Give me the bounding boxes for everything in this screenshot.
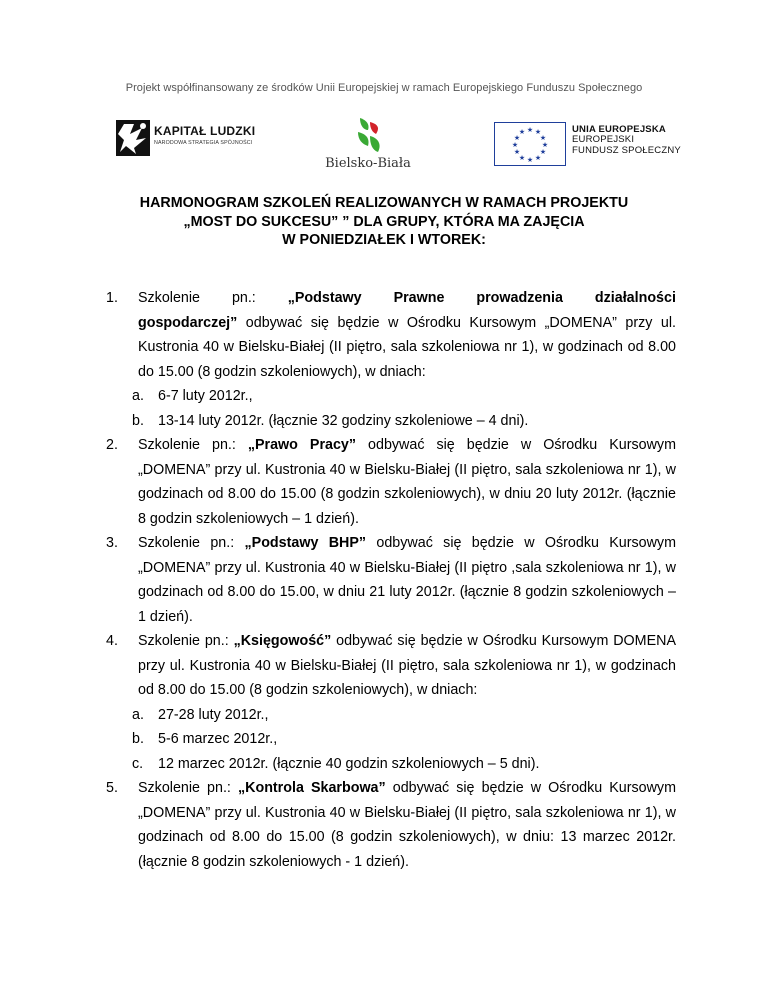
item-prefix: Szkolenie pn.: [138,780,238,796]
title-line-3: W PONIEDZIAŁEK I WTOREK: [282,232,486,248]
kapital-ludzki-title: KAPITAŁ LUDZKI [154,124,256,138]
kapital-ludzki-subtitle: NARODOWA STRATEGIA SPÓJNOŚCI [154,140,253,146]
eu-title: UNIA EUROPEJSKA [572,124,666,135]
date-text: 12 marzec 2012r. (łącznie 40 godzin szkoleniowych – 5 dni). [158,755,540,772]
document-title [80,194,688,250]
svg-text:★: ★ [539,148,547,156]
training-name: „Prawo Pracy” [247,437,357,453]
list-item [106,433,676,531]
svg-text:★: ★ [526,126,534,134]
date-letter: c. [132,755,144,772]
svg-text:★: ★ [513,148,521,156]
item-description: odbywać się będzie w Ośrodku Kursowym DOMENA przy ul. Kustronia 40 w Bielsku-Białej (II piętro, sala szkoleniowa nr 1), w godzinach od 8.00 do 15.00 (8 godzin szkoleniowych), w dniach: [138,633,676,698]
eu-logo [494,122,694,166]
kapital-ludzki-emblem-icon [116,118,152,158]
svg-text:★: ★ [518,128,526,136]
training-list [106,286,676,874]
date-letter: a. [132,388,144,404]
item-number: 2. [106,437,118,453]
svg-text:★: ★ [539,134,547,142]
item-word: „Podstawy [287,290,362,306]
bielsko-biala-logo [318,116,418,176]
kapital-ludzki-logo [116,118,276,162]
training-name: „Kontrola Skarbowa” [237,780,386,796]
item-word: działalności [594,290,676,306]
cofinancing-note: Projekt współfinansowany ze środków Unii Europejskiej w ramach Europejskiego Funduszu Społecznego [125,82,643,94]
date-item [106,727,676,752]
svg-text:★: ★ [513,134,521,142]
title-line-2: „MOST DO SUKCESU” ” DLA GRUPY, KTÓRA MA ZAJĘCIA [183,213,585,230]
list-item [106,629,676,703]
date-letter: b. [132,412,144,429]
item-number: 3. [106,535,118,551]
date-item [106,752,676,777]
list-item [106,286,676,384]
item-prefix: Szkolenie pn.: [138,633,234,649]
date-text: 5-6 marzec 2012r., [158,731,278,747]
svg-text:★: ★ [541,141,549,149]
eu-line-2: EUROPEJSKI [572,134,635,146]
item-word: Prawne [393,290,445,306]
item-number: 4. [106,633,118,649]
item-description: odbywać się będzie w Ośrodku Kursowym „DOMENA” przy ul. Kustronia 40 w Bielsku-Białej (II piętro, sala szkoleniowa nr 1), w godzinach od 8.00 do 15.00 (8 godzin szkoleniowych), w dniach: [138,314,676,380]
svg-text:★: ★ [526,156,534,164]
svg-text:★: ★ [511,141,519,149]
list-item [106,776,676,874]
item-prefix: Szkolenie pn.: [138,437,248,453]
svg-text:★: ★ [534,128,542,136]
title-line-1: HARMONOGRAM SZKOLEŃ REALIZOWANYCH W RAMACH PROJEKTU [139,195,629,211]
date-item [106,384,676,409]
training-name: gospodarczej” [138,314,238,331]
item-word: pn.: [231,290,256,306]
item-number: 1. [106,290,118,306]
date-letter: a. [132,706,144,723]
item-word: Szkolenie [138,290,200,306]
item-number: 5. [106,780,118,796]
svg-text:★: ★ [518,154,526,162]
date-text: 13-14 luty 2012r. (łącznie 32 godziny szkoleniowe – 4 dni). [158,412,529,429]
item-description: odbywać się będzie w Ośrodku Kursowym „DOMENA” przy ul. Kustronia 40 w Bielsku-Białej (II piętro, sala szkoleniowa nr 1), w godzinach od 8.00 do 15.00 (8 godzin szkoleniowych), w dniu 20 luty 2012r. (łącznie 8 godzin szkoleniowych – 1 dzień). [138,437,676,527]
date-item [106,703,676,728]
list-item [106,531,676,629]
training-name: „Podstawy BHP” [244,535,367,551]
date-letter: b. [132,731,144,747]
date-item [106,409,676,434]
city-name: Bielsko-Biała [325,156,411,171]
item-text [138,311,676,385]
item-first-line [138,286,676,311]
date-text: 27-28 luty 2012r., [158,706,269,723]
eu-flag-icon [494,122,566,166]
bielsko-biala-emblem-icon [354,116,384,154]
item-description: odbywać się będzie w Ośrodku Kursowym „DOMENA” przy ul. Kustronia 40 w Bielsku-Białej (II piętro ,sala szkoleniowa nr 1), w godzinach od 8.00 do 15.00, w dniu 21 luty 2012r. (łącznie 8 godzin szkoleniowych – 1 dzień). [138,535,676,625]
item-word: prowadzenia [476,290,563,306]
svg-text:★: ★ [534,154,542,162]
item-prefix: Szkolenie pn.: [138,535,245,551]
date-text: 6-7 luty 2012r., [158,388,253,404]
logo-bar [0,112,768,174]
item-description: odbywać się będzie w Ośrodku Kursowym „DOMENA” przy ul. Kustronia 40 w Bielsku-Białej (II piętro, sala szkoleniowa nr 1), w godzinach od 8.00 do 15.00 (8 godzin szkoleniowych), w dniu: 13 marzec 2012r. (łącznie 8 godzin szkoleniowych - 1 dzień). [138,780,676,870]
training-name: „Księgowość” [233,633,332,649]
eu-line-3: FUNDUSZ SPOŁECZNY [572,144,681,156]
